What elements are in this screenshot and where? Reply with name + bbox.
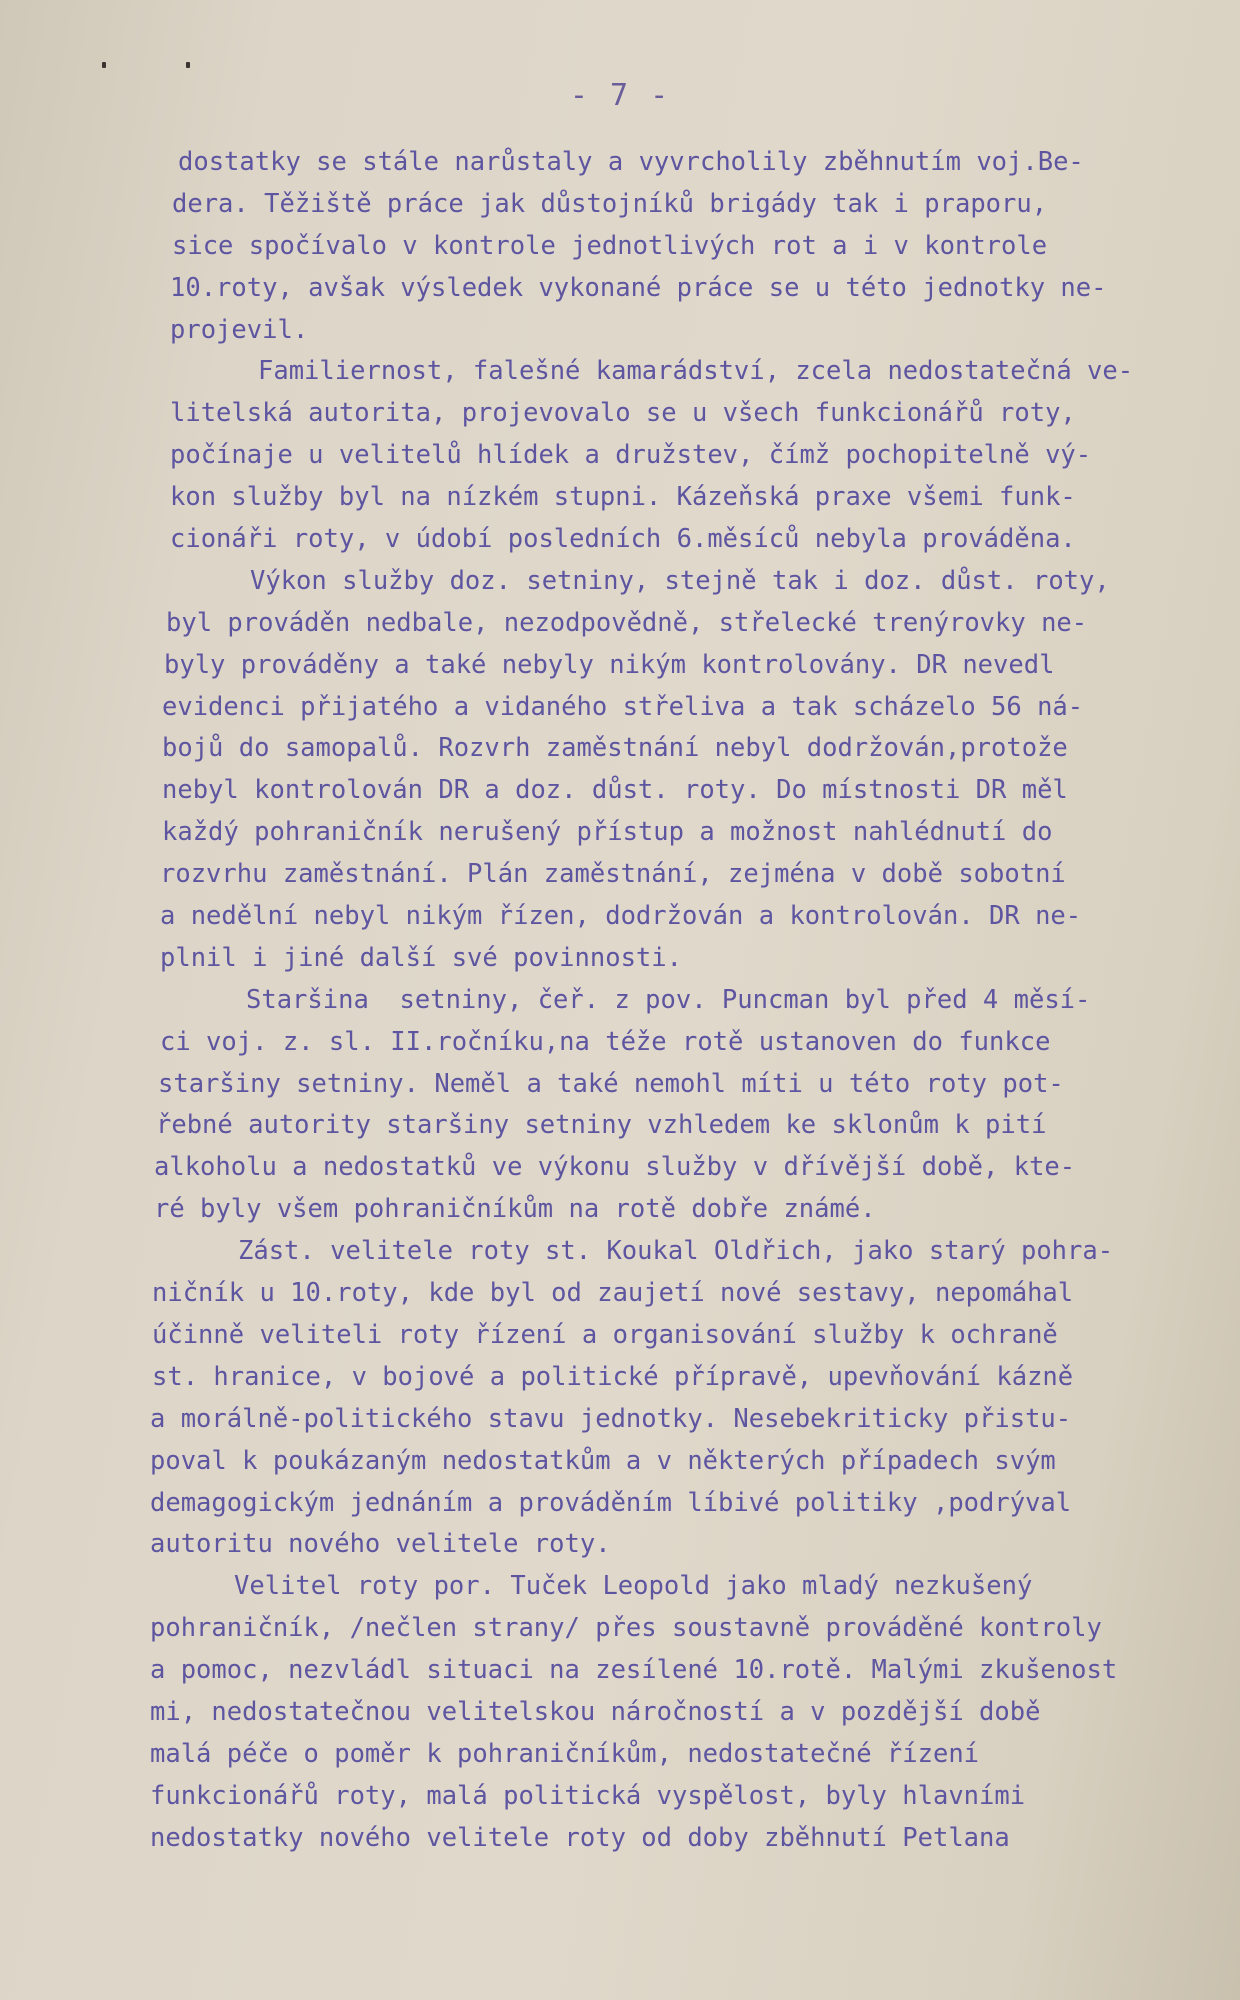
text-line: Velitel roty por. Tuček Leopold jako mladý nezkušený [234, 1571, 1033, 1602]
text-line: mi, nedostatečnou velitelskou náročností a v pozdější době [150, 1696, 1041, 1727]
text-line: a pomoc, nezvládl situaci na zesílené 10.rotě. Malými zkušenost [150, 1655, 1118, 1686]
text-line: nedostatky nového velitele roty od doby zběhnutí Petlana [150, 1822, 1010, 1853]
text-line: Zást. velitele roty st. Koukal Oldřich, jako starý pohra- [238, 1236, 1114, 1267]
text-line: řebné autority staršiny setniny vzhledem ke sklonům k pití [156, 1110, 1047, 1141]
text-line: poval k poukázaným nedostatkům a v některých případech svým [150, 1445, 1056, 1476]
text-line: autoritu nového velitele roty. [150, 1529, 611, 1560]
text-line: alkoholu a nedostatků ve výkonu služby v dřívější době, kte- [154, 1152, 1076, 1183]
text-line: cionáři roty, v údobí posledních 6.měsíců nebyla prováděna. [170, 524, 1076, 555]
text-line: evidenci přijatého a vidaného střeliva a tak scházelo 56 ná- [162, 691, 1084, 722]
text-line: rozvrhu zaměstnání. Plán zaměstnání, zejména v době sobotní [160, 859, 1066, 890]
text-line: ničník u 10.roty, kde byl od zaujetí nové sestavy, nepomáhal [152, 1278, 1074, 1309]
text-line: a morálně-politického stavu jednotky. Nesebekriticky přistu- [150, 1403, 1072, 1434]
text-line: malá péče o poměr k pohraničníkům, nedostatečné řízení [150, 1738, 980, 1769]
typewritten-body-text [150, 142, 1230, 1860]
text-line: funkcionářů roty, malá politická vyspělost, byly hlavními [150, 1780, 1026, 1811]
text-line: ci voj. z. sl. II.ročníku,na téže rotě ustanoven do funkce [160, 1026, 1051, 1057]
text-line: projevil. [170, 314, 309, 345]
text-line: litelská autorita, projevovalo se u všech funkcionářů roty, [170, 398, 1076, 429]
text-line: staršiny setniny. Neměl a také nemohl míti u této roty pot- [158, 1068, 1064, 1099]
text-line: byly prováděny a také nebyly nikým kontrolovány. DR nevedl [164, 649, 1055, 680]
text-line: pohraničník, /nečlen strany/ přes soustavně prováděné kontroly [150, 1613, 1102, 1644]
text-line: Familiernost, falešné kamarádství, zcela nedostatečná ve- [258, 356, 1134, 387]
punch-mark-right [186, 62, 190, 68]
text-line: každý pohraničník nerušený přístup a možnost nahlédnutí do [162, 817, 1053, 848]
text-line: počínaje u velitelů hlídek a družstev, čímž pochopitelně vý- [170, 440, 1092, 471]
text-line: byl prováděn nedbale, nezodpovědně, střelecké trenýrovky ne- [166, 607, 1088, 638]
text-line: demagogickým jednáním a prováděním líbivé politiky ,podrýval [150, 1487, 1072, 1518]
text-line: dostatky se stále narůstaly a vyvrcholily zběhnutím voj.Be- [178, 147, 1084, 177]
text-line: ré byly všem pohraničníkům na rotě dobře známé. [154, 1194, 876, 1225]
text-line: účinně veliteli roty řízení a organisování služby k ochraně [152, 1319, 1058, 1350]
text-line: st. hranice, v bojové a politické přípravě, upevňování kázně [152, 1361, 1074, 1392]
text-line: kon služby byl na nízkém stupni. Kázeňská praxe všemi funk- [170, 482, 1076, 513]
punch-mark-left [102, 62, 106, 68]
page-number: - 7 - [569, 78, 671, 113]
text-line: 10.roty, avšak výsledek vykonané práce se u této jednotky ne- [170, 272, 1107, 303]
text-line: plnil i jiné další své povinnosti. [160, 942, 682, 973]
text-line: dera. Těžiště práce jak důstojníků brigády tak i praporu, [172, 188, 1048, 219]
text-line: nebyl kontrolován DR a doz. důst. roty. Do místnosti DR měl [162, 775, 1068, 806]
text-line: Výkon služby doz. setniny, stejně tak i doz. důst. roty, [250, 565, 1110, 596]
text-line: sice spočívalo v kontrole jednotlivých rot a i v kontrole [172, 230, 1048, 261]
text-line: bojů do samopalů. Rozvrh zaměstnání nebyl dodržován,protože [162, 733, 1068, 764]
text-line: Staršina setniny, čeř. z pov. Puncman byl před 4 měsí- [246, 984, 1091, 1015]
text-line: a nedělní nebyl nikým řízen, dodržován a kontrolován. DR ne- [160, 901, 1082, 932]
